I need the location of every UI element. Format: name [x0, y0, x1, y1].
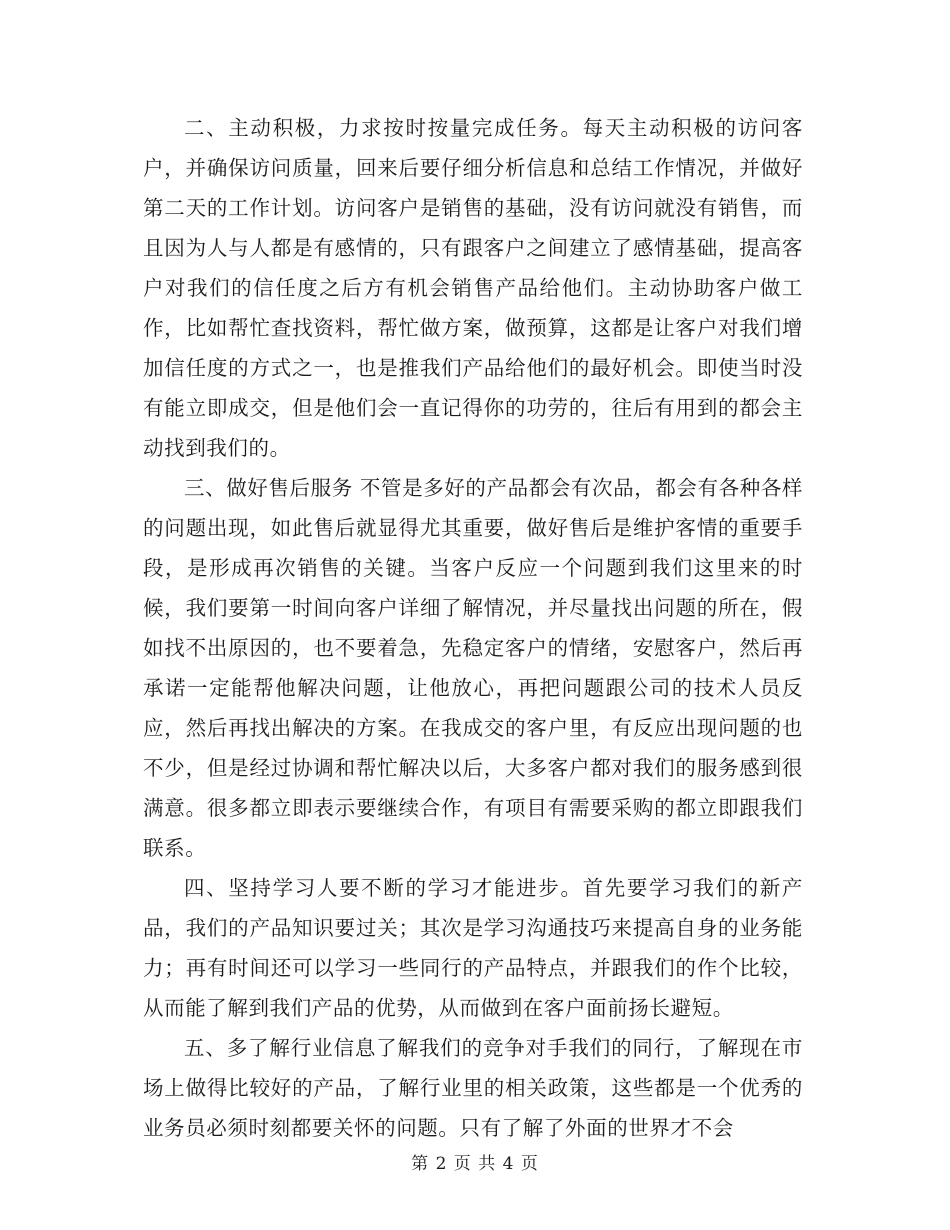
paragraph-continuous-learning: 四、坚持学习人要不断的学习才能进步。首先要学习我们的新产品，我们的产品知识要过关；其次是学习沟通技巧来提高自身的业务能力；再有时间还可以学习一些同行的产品特点，并跟我们的作个比较，从而能了解到我们产品的优势，从而做到在客户面前扬长避短。	[143, 876, 803, 1020]
document-body	[143, 108, 803, 1148]
paragraph-active-initiative: 二、主动积极，力求按时按量完成任务。每天主动积极的访问客户，并确保访问质量，回来后要仔细分析信息和总结工作情况，并做好第二天的工作计划。访问客户是销售的基础，没有访问就没有销售，而且因为人与人都是有感情的，只有跟客户之间建立了感情基础，提高客户对我们的信任度之后方有机会销售产品给他们。主动协助客户做工作，比如帮忙查找资料，帮忙做方案，做预算，这都是让客户对我们增加信任度的方式之一，也是推我们产品给他们的最好机会。即使当时没有能立即成交，但是他们会一直记得你的功劳的，往后有用到的都会主动找到我们的。	[143, 116, 803, 460]
paragraph-after-sales-service: 三、做好售后服务 不管是多好的产品都会有次品，都会有各种各样的问题出现，如此售后就显得尤其重要，做好售后是维护客情的重要手段，是形成再次销售的关键。当客户反应一个问题到我们这里来的时候，我们要第一时间向客户详细了解情况，并尽量找出问题的所在，假如找不出原因的，也不要着急，先稳定客户的情绪，安慰客户，然后再承诺一定能帮他解决问题，让他放心，再把问题跟公司的技术人员反应，然后再找出解决的方案。在我成交的客户里，有反应出现问题的也不少，但是经过协调和帮忙解决以后，大多客户都对我们的服务感到很满意。很多都立即表示要继续合作，有项目有需要采购的都立即跟我们联系。	[143, 476, 804, 860]
paragraph-industry-information: 五、多了解行业信息了解我们的竞争对手我们的同行，了解现在市场上做得比较好的产品，了解行业里的相关政策，这些都是一个优秀的业务员必须时刻都要关怀的问题。只有了解了外面的世界才不会	[143, 1036, 803, 1140]
page-number: 第 2 页 共 4 页	[411, 1154, 539, 1174]
page-footer	[0, 1152, 950, 1176]
